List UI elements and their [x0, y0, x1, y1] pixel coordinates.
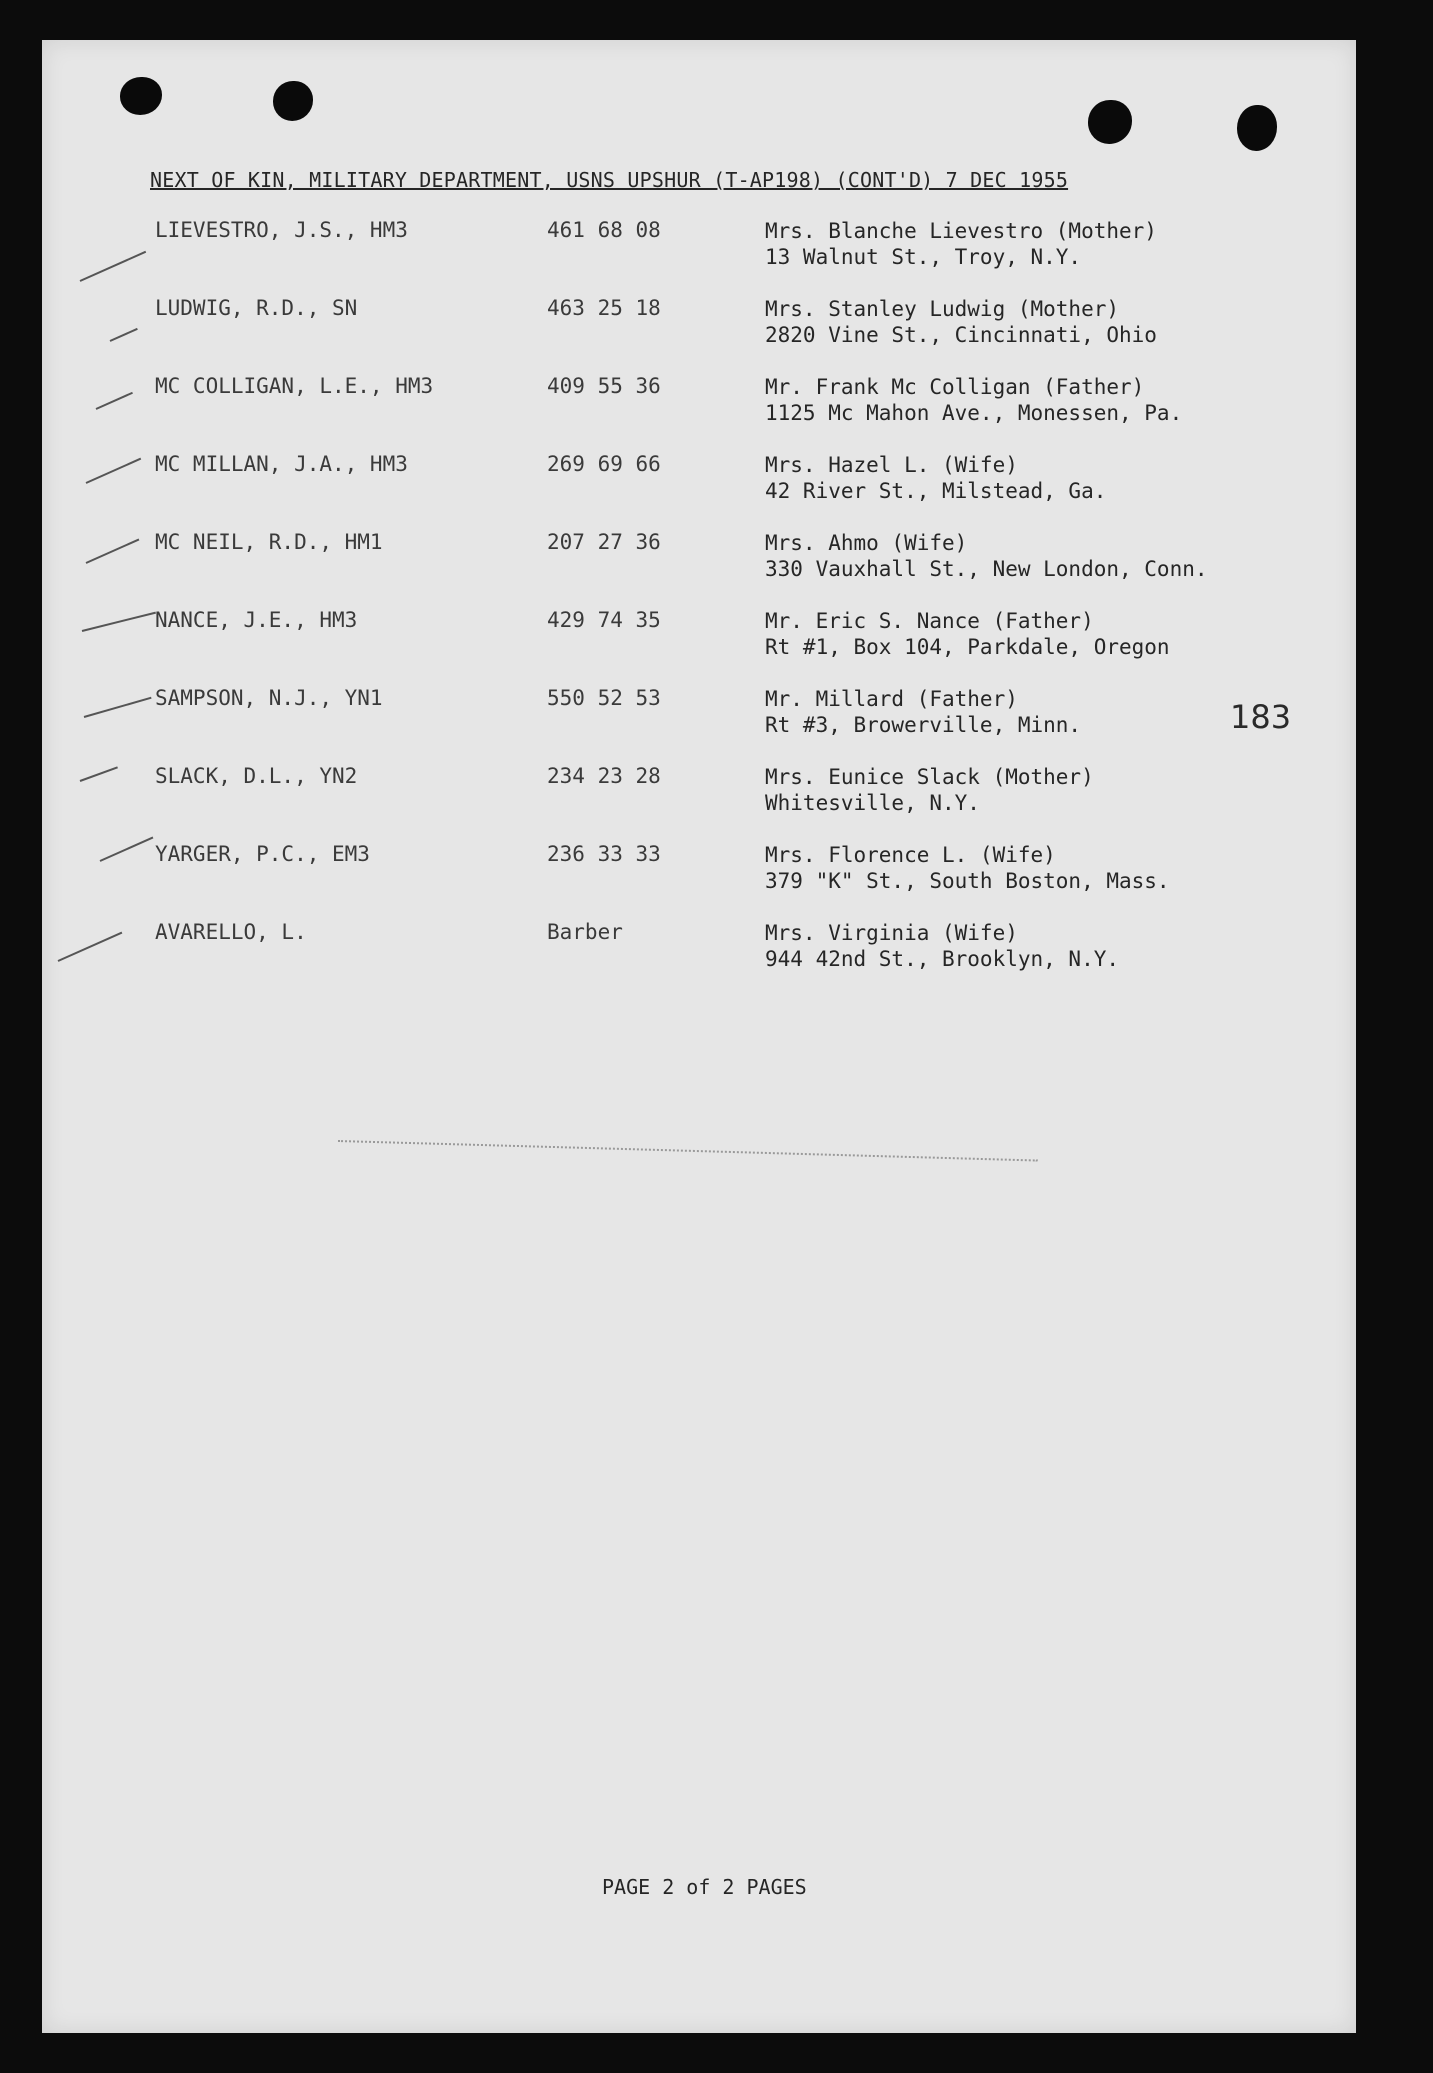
- next-of-kin: [765, 842, 1170, 894]
- service-number: 429 74 35: [547, 608, 661, 632]
- crew-name: NANCE, J.E., HM3: [155, 608, 358, 632]
- kin-address: 42 River St., Milstead, Ga.: [765, 479, 1107, 503]
- next-of-kin: [765, 764, 1094, 816]
- service-number: 463 25 18: [547, 296, 661, 320]
- next-of-kin: [765, 452, 1106, 504]
- check-mark: [84, 697, 152, 718]
- next-of-kin: [765, 218, 1157, 270]
- kin-name: Mrs. Blanche Lievestro (Mother): [765, 219, 1157, 243]
- list-item: [0, 764, 1433, 834]
- crew-name: AVARELLO, L.: [155, 920, 307, 944]
- kin-address: 1125 Mc Mahon Ave., Monessen, Pa.: [765, 401, 1183, 425]
- next-of-kin: [765, 374, 1182, 426]
- check-mark: [110, 328, 138, 342]
- list-item: [0, 608, 1433, 678]
- next-of-kin: [765, 920, 1119, 972]
- crew-name: YARGER, P.C., EM3: [155, 842, 370, 866]
- list-item: [0, 296, 1433, 366]
- list-item: [0, 920, 1433, 990]
- page-stamp-number: 183: [1230, 698, 1292, 736]
- kin-name: Mrs. Virginia (Wife): [765, 921, 1018, 945]
- kin-address: Whitesville, N.Y.: [765, 791, 980, 815]
- crew-name: SLACK, D.L., YN2: [155, 764, 358, 788]
- list-item: [0, 686, 1433, 756]
- check-mark: [58, 932, 123, 962]
- check-mark: [86, 538, 140, 563]
- next-of-kin: [765, 608, 1170, 660]
- check-mark: [80, 766, 118, 782]
- crew-name: SAMPSON, N.J., YN1: [155, 686, 383, 710]
- kin-name: Mrs. Florence L. (Wife): [765, 843, 1056, 867]
- kin-address: 2820 Vine St., Cincinnati, Ohio: [765, 323, 1157, 347]
- service-number: 234 23 28: [547, 764, 661, 788]
- crew-name: MC COLLIGAN, L.E., HM3: [155, 374, 434, 398]
- kin-address: Rt #1, Box 104, Parkdale, Oregon: [765, 635, 1170, 659]
- crew-name: MC MILLAN, J.A., HM3: [155, 452, 408, 476]
- check-mark: [86, 458, 142, 484]
- service-number: 269 69 66: [547, 452, 661, 476]
- kin-address: 330 Vauxhall St., New London, Conn.: [765, 557, 1208, 581]
- kin-address: 13 Walnut St., Troy, N.Y.: [765, 245, 1082, 269]
- kin-name: Mr. Eric S. Nance (Father): [765, 609, 1094, 633]
- kin-name: Mrs. Eunice Slack (Mother): [765, 765, 1094, 789]
- kin-name: Mrs. Hazel L. (Wife): [765, 453, 1018, 477]
- crew-name: LUDWIG, R.D., SN: [155, 296, 358, 320]
- kin-address: Rt #3, Browerville, Minn.: [765, 713, 1082, 737]
- document-title: NEXT OF KIN, MILITARY DEPARTMENT, USNS UPSHUR (T-AP198) (CONT'D) 7 DEC 1955: [150, 168, 1069, 192]
- list-item: [0, 374, 1433, 444]
- service-number: Barber: [547, 920, 623, 944]
- page-footer: PAGE 2 of 2 PAGES: [602, 1875, 807, 1899]
- kin-name: Mr. Frank Mc Colligan (Father): [765, 375, 1145, 399]
- list-item: [0, 530, 1433, 600]
- check-mark: [80, 251, 147, 282]
- kin-address: 944 42nd St., Brooklyn, N.Y.: [765, 947, 1120, 971]
- list-item: [0, 842, 1433, 912]
- service-number: 550 52 53: [547, 686, 661, 710]
- crew-name: MC NEIL, R.D., HM1: [155, 530, 383, 554]
- crew-name: LIEVESTRO, J.S., HM3: [155, 218, 408, 242]
- service-number: 207 27 36: [547, 530, 661, 554]
- list-item: [0, 452, 1433, 522]
- list-item: [0, 218, 1433, 288]
- check-mark: [96, 392, 133, 410]
- kin-name: Mr. Millard (Father): [765, 687, 1018, 711]
- service-number: 461 68 08: [547, 218, 661, 242]
- kin-name: Mrs. Stanley Ludwig (Mother): [765, 297, 1120, 321]
- next-of-kin: [765, 686, 1081, 738]
- next-of-kin: [765, 530, 1208, 582]
- kin-name: Mrs. Ahmo (Wife): [765, 531, 968, 555]
- next-of-kin: [765, 296, 1157, 348]
- check-mark: [82, 612, 156, 632]
- kin-address: 379 "K" St., South Boston, Mass.: [765, 869, 1170, 893]
- service-number: 236 33 33: [547, 842, 661, 866]
- service-number: 409 55 36: [547, 374, 661, 398]
